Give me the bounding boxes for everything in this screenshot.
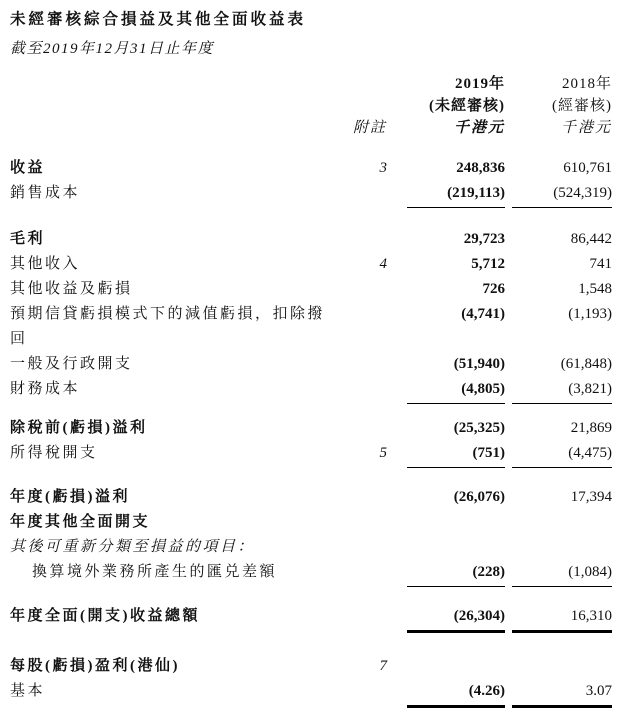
row-label: 收益 [10, 160, 46, 176]
table-row [10, 377, 612, 404]
table-row [10, 252, 612, 277]
table-header [10, 73, 612, 139]
table-row [10, 181, 612, 208]
value-2018: 610,761 [563, 160, 612, 176]
header-2019-year: 2019年 [454, 76, 505, 92]
table-row [10, 441, 612, 468]
row-label: 年度其他全面開支 [10, 514, 151, 530]
table-body [10, 156, 612, 708]
value-2019: (751) [407, 441, 505, 468]
value-2018: 3.07 [512, 679, 612, 708]
row-label: 換算境外業務所產生的匯兑差額 [32, 564, 278, 580]
value-2019: 726 [482, 281, 505, 297]
row-label: 其他收入 [10, 256, 81, 272]
value-2019: (4,741) [461, 306, 505, 322]
table-row [10, 227, 612, 252]
page-title: 未經審核綜合損益及其他全面收益表 [10, 11, 307, 28]
value-2018: 1,548 [578, 281, 612, 297]
header-column-2019 [407, 73, 505, 139]
value-2019: (51,940) [453, 356, 505, 372]
value-2019: (25,325) [453, 420, 505, 436]
value-2019: 248,836 [456, 160, 505, 176]
row-label: 每股(虧損)盈利(港仙) [10, 658, 180, 674]
value-2018: (61,848) [560, 356, 612, 372]
row-note: 3 [379, 160, 387, 176]
value-2018: 21,869 [570, 420, 612, 436]
page-subtitle: 截至2019年12月31日止年度 [10, 41, 215, 57]
table-row [10, 277, 612, 302]
row-label: 財務成本 [10, 381, 81, 397]
value-2019: (228) [407, 560, 505, 587]
value-2019: (26,304) [407, 604, 505, 633]
header-2019-unit: 千港元 [453, 120, 505, 136]
value-2019: (219,113) [407, 181, 505, 208]
table-row [10, 535, 612, 560]
value-2019: (4.26) [407, 679, 505, 708]
value-2018: (4,475) [512, 441, 612, 468]
value-2019: (26,076) [453, 489, 505, 505]
row-note: 4 [379, 256, 387, 272]
header-column-2018 [512, 73, 612, 139]
table-row [10, 510, 612, 535]
row-label: 一般及行政開支 [10, 356, 133, 372]
value-2018: 17,394 [570, 489, 612, 505]
value-2019: (4,805) [407, 377, 505, 404]
value-2019: 29,723 [463, 231, 505, 247]
value-2018: (3,821) [512, 377, 612, 404]
header-2019-status: (未經審核) [429, 98, 505, 114]
row-label: 銷售成本 [10, 185, 81, 201]
value-2018: (1,084) [512, 560, 612, 587]
row-note: 5 [379, 445, 387, 461]
row-note: 7 [379, 658, 387, 674]
value-2018: (1,193) [568, 306, 612, 322]
row-label: 年度(虧損)溢利 [10, 489, 130, 505]
value-2018: 16,310 [512, 604, 612, 633]
header-2018-status: (經審核) [552, 98, 612, 114]
table-row [10, 560, 612, 587]
table-row [10, 654, 612, 679]
row-label: 其他收益及虧損 [10, 281, 133, 297]
row-label: 所得稅開支 [10, 445, 98, 461]
table-row [10, 156, 612, 181]
table-row [10, 352, 612, 377]
row-label: 除稅前(虧損)溢利 [10, 420, 148, 436]
header-note-column: 附註 [352, 120, 387, 136]
table-row [10, 604, 612, 633]
row-label: 其後可重新分類至損益的項目： [10, 539, 256, 555]
row-label: 基本 [10, 683, 46, 699]
table-row [10, 679, 612, 708]
value-2019: 5,712 [471, 256, 505, 272]
row-label: 年度全面(開支)收益總額 [10, 608, 200, 624]
table-row [10, 416, 612, 441]
row-label: 毛利 [10, 231, 46, 247]
value-2018: (524,319) [512, 181, 612, 208]
table-row [10, 485, 612, 510]
value-2018: 86,442 [570, 231, 612, 247]
value-2018: 741 [589, 256, 612, 272]
header-2018-unit: 千港元 [560, 120, 612, 136]
row-label: 預期信貸虧損模式下的減值虧損，扣除撥回 [10, 306, 326, 347]
header-2018-year: 2018年 [561, 76, 612, 92]
table-row [10, 302, 612, 352]
